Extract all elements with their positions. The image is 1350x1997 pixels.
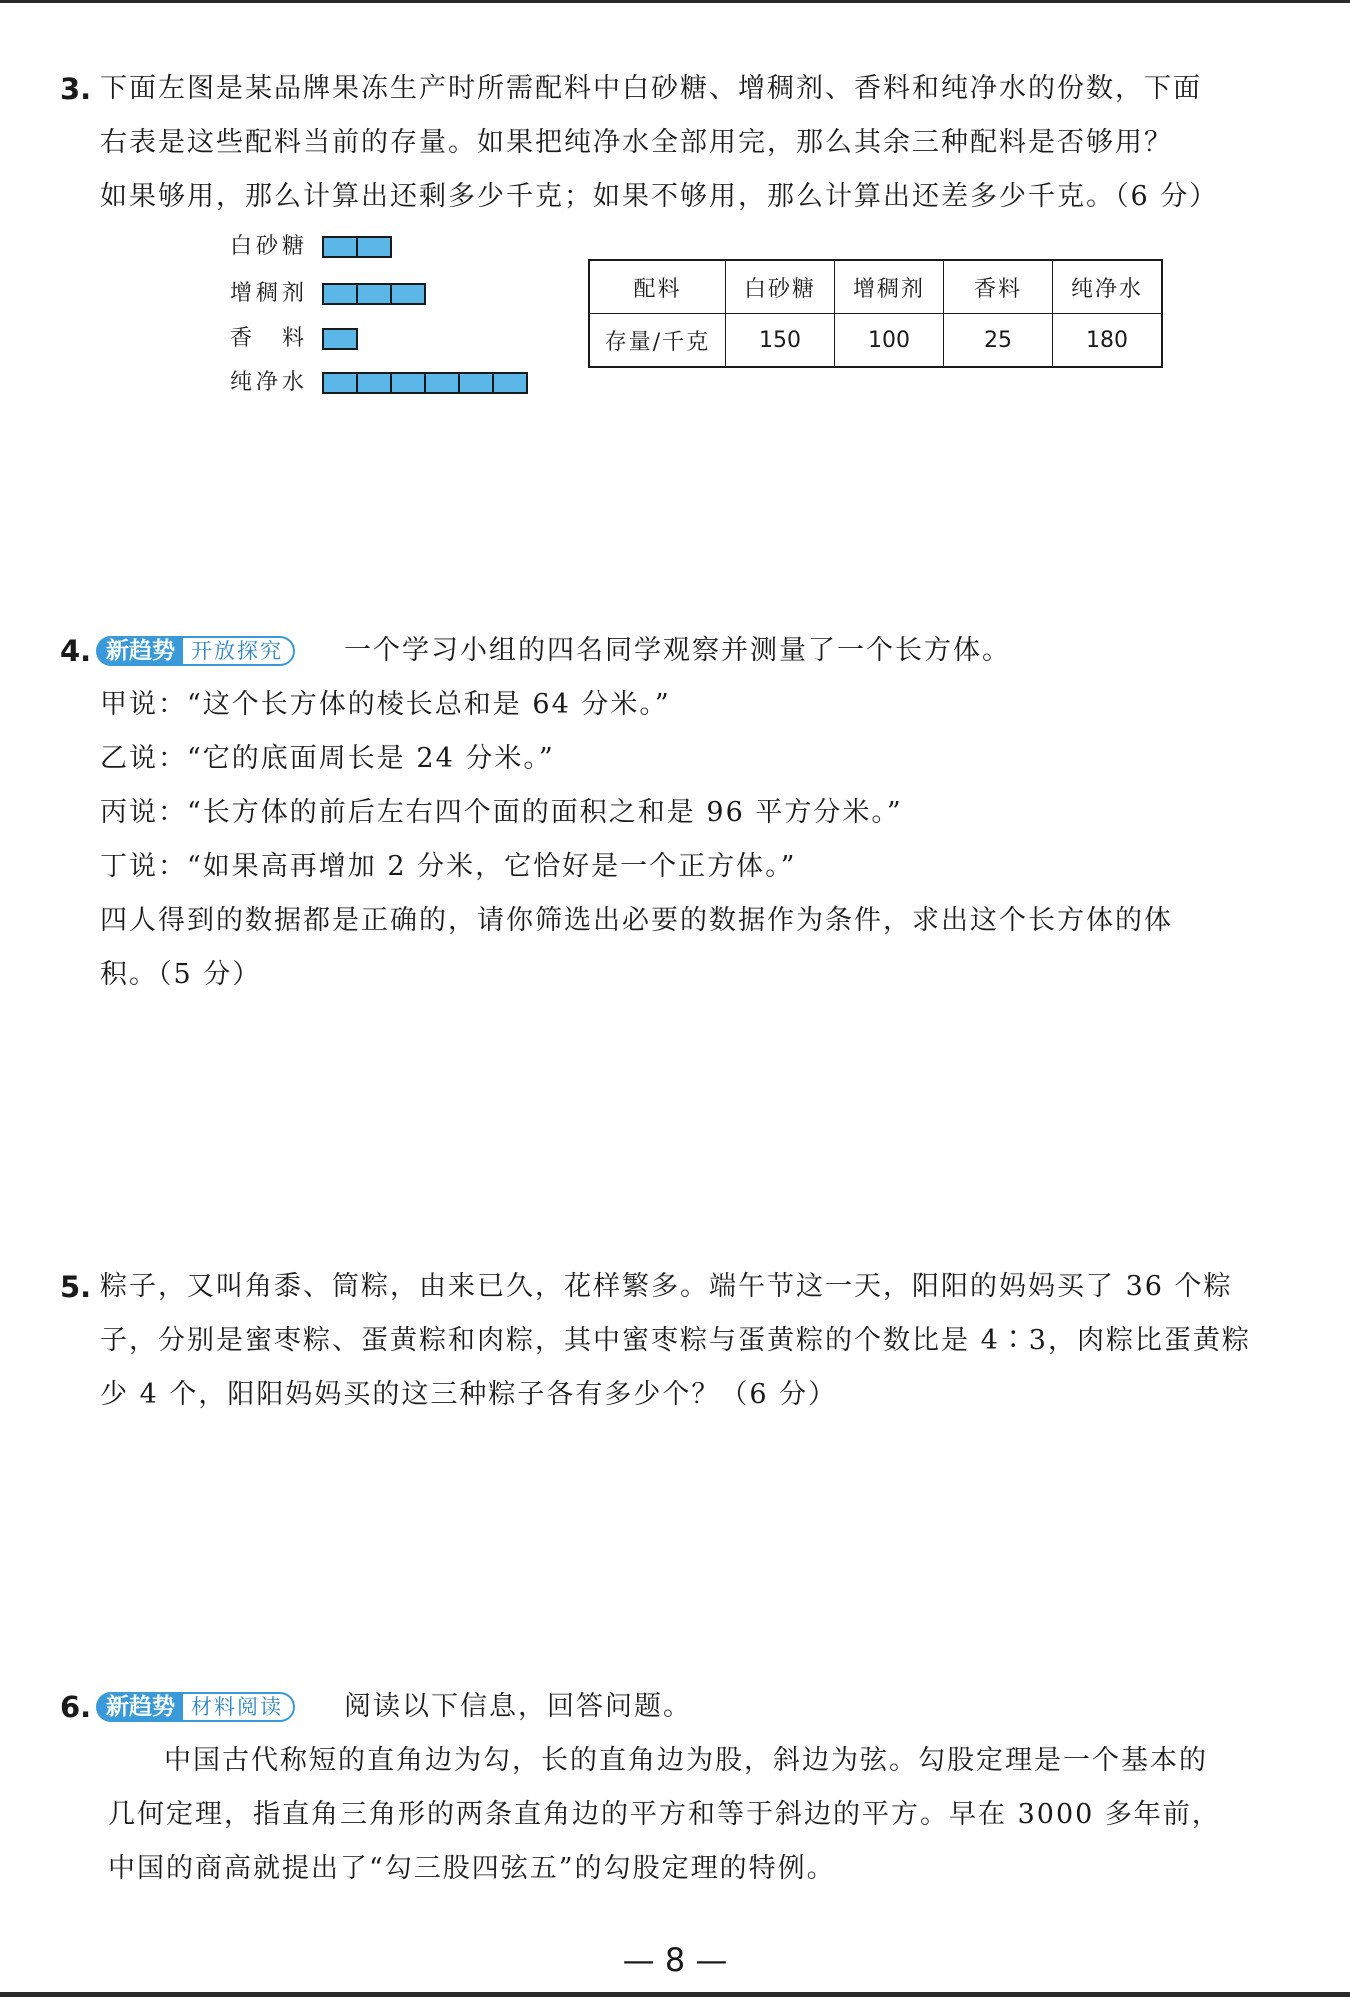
question-5-line-3: 少 4 个，阳阳妈妈买的这三种粽子各有多少个？（6 分）	[100, 1379, 838, 1410]
stock-table	[588, 259, 1163, 368]
badge-sub-label: 开放探究	[183, 636, 295, 666]
question-5-line-2: 子，分别是蜜枣粽、蛋黄粽和肉粽，其中蜜枣粽与蛋黄粽的个数比是 4∶3，肉粽比蛋黄粽	[100, 1325, 1251, 1356]
badge-sub-label: 材料阅读	[183, 1692, 295, 1722]
table-cell: 100	[835, 314, 944, 368]
page-bottom-border	[0, 1992, 1350, 1997]
table-header-cell: 香料	[944, 260, 1053, 314]
question-3-line-2: 右表是这些配料当前的存量。如果把纯净水全部用完，那么其余三种配料是否够用？	[100, 127, 1173, 158]
table-header-row	[589, 260, 1162, 314]
bar-water	[322, 372, 528, 394]
badge-main-label: 新趋势	[96, 1692, 183, 1722]
question-3-line-1: 下面左图是某品牌果冻生产时所需配料中白砂糖、增稠剂、香料和纯净水的份数，下面	[100, 73, 1202, 104]
bar-unit-square	[460, 374, 494, 392]
question-4-task-line-1: 四人得到的数据都是正确的，请你筛选出必要的数据作为条件，求出这个长方体的体	[100, 905, 1173, 936]
bar-sugar	[322, 236, 392, 258]
bar-unit-square	[392, 285, 424, 303]
question-5-line-1: 粽子，又叫角黍、筒粽，由来已久，花样繁多。端午节这一天，阳阳的妈妈买了 36 个粽	[100, 1271, 1233, 1302]
page-top-border	[0, 0, 1350, 3]
bar-unit-square	[392, 374, 426, 392]
question-4-task-line-2: 积。（5 分）	[100, 959, 262, 990]
table-cell: 180	[1053, 314, 1163, 368]
bar-label-sugar: 白砂糖	[230, 234, 309, 259]
reading-line-3: 中国的商高就提出了“勾三股四弦五”的勾股定理的特例。	[108, 1853, 836, 1884]
statement-ding: 丁说：“如果高再增加 2 分米，它恰好是一个正方体。”	[100, 851, 797, 882]
question-4-number: 4.	[60, 634, 92, 668]
table-header-cell: 白砂糖	[726, 260, 835, 314]
question-3-line-3: 如果够用，那么计算出还剩多少千克；如果不够用，那么计算出还差多少千克。（6 分）	[100, 181, 1219, 212]
bar-unit-square	[358, 285, 392, 303]
reading-line-2: 几何定理，指直角三角形的两条直角边的平方和等于斜边的平方。早在 3000 多年前，	[108, 1799, 1221, 1830]
page-number: — 8 —	[622, 1941, 728, 1979]
question-3-number: 3.	[60, 72, 92, 106]
table-cell: 150	[726, 314, 835, 368]
table-header-cell: 增稠剂	[835, 260, 944, 314]
bar-unit-square	[324, 330, 356, 348]
bar-label-water: 纯净水	[230, 370, 309, 395]
bar-flavor	[322, 328, 358, 350]
statement-yi: 乙说：“它的底面周长是 24 分米。”	[100, 743, 555, 774]
statement-bing: 丙说：“长方体的前后左右四个面的面积之和是 96 平方分米。”	[100, 797, 903, 828]
bar-unit-square	[494, 374, 526, 392]
table-cell: 25	[944, 314, 1053, 368]
bar-unit-square	[426, 374, 460, 392]
table-header-cell: 纯净水	[1053, 260, 1163, 314]
statement-jia: 甲说：“这个长方体的棱长总和是 64 分米。”	[100, 689, 671, 720]
reading-line-1: 中国古代称短的直角边为勾，长的直角边为股，斜边为弦。勾股定理是一个基本的	[164, 1745, 1208, 1776]
bar-label-flavor: 香 料	[230, 326, 309, 351]
bar-unit-square	[324, 238, 358, 256]
bar-unit-square	[358, 238, 390, 256]
trend-badge	[96, 1690, 295, 1724]
badge-main-label: 新趋势	[96, 636, 183, 666]
table-row	[589, 314, 1162, 368]
question-6-number: 6.	[60, 1690, 92, 1724]
bar-unit-square	[324, 285, 358, 303]
table-header-cell: 配料	[589, 260, 726, 314]
question-6-intro: 阅读以下信息，回答问题。	[344, 1691, 692, 1722]
bar-thickener	[322, 283, 426, 305]
trend-badge	[96, 634, 295, 668]
bar-unit-square	[324, 374, 358, 392]
bar-unit-square	[358, 374, 392, 392]
question-5-number: 5.	[60, 1270, 92, 1304]
bar-label-thickener: 增稠剂	[230, 281, 309, 306]
question-4-intro: 一个学习小组的四名同学观察并测量了一个长方体。	[344, 635, 1011, 666]
table-row-label: 存量/千克	[589, 314, 726, 368]
